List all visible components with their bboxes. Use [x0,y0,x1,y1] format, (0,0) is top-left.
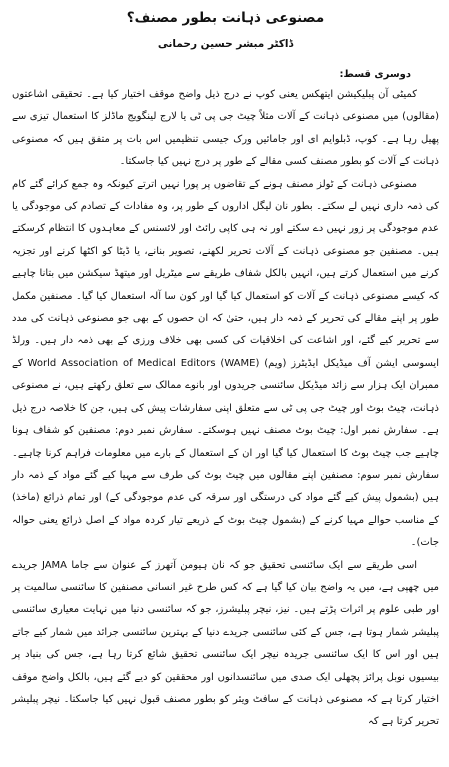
author-name: ڈاکٹر مبشر حسین رحمانی [157,38,294,50]
body-paragraph: کمیٹی آن پبلیکیشن ایتھکس یعنی کوپ نے درج ذیل واضح موقف اختیار کیا ہے۔ تحقیقی اشاعتوں (مقالوں) میں مصنوعی ذہانت کے آلات مثلاً چیٹ جی پی ٹی یا لارج لینگویج ماڈلز کا استعمال تیزی سے پھیل رہا ہے۔ کوپ، ڈبلوایم ای اور جامائیں ورک جیسی تنظیمیں اس بات پر متفق ہیں کہ مصنوعی ذہانت کے آلات کو بطور مصنف کسی مقالے کے طور پر درج نہیں کیا جاسکتا۔ [12,89,439,168]
installment-label: دوسری قسط: [339,69,411,80]
article-title: مصنوعی ذہانت بطور مصنف؟ [126,10,325,26]
body-paragraph: اسی طریقے سے ایک سائنسی تحقیق جو کہ نان ہیومن آتھرز کے عنوان سے جاما JAMA جریدے میں چھپی ہے، میں یہ واضح بیان کیا گیا ہے کہ کس طرح غیر انسانی مصنفین کا سائنسی سالمیت پر اور طبی علوم پر اثرات پڑتے ہیں۔ نیز، نیچر پبلیشرز، جو کہ سائنسی دنیا میں نہایت معیاری سائنسی پبلیشر شمار ہوتا ہے، جس کے کئی سائنسی جریدے دنیا کے بہترین سائنسی جرائد میں شمار کیے جاتے ہیں اور اس کا ایک سائنسی جریدہ نیچر ایک سائنسی تحقیق شائع کرتا رہا ہے، جس کی بنیاد پر بیسیوں نوبل پرائز پچھلی ایک صدی میں سائنسدانوں اور محققین کو دیے گئے ہیں، بالکل واضح موقف اختیار کرتا ہے کہ مصنوعی ذہانت کے سافٹ ویئر کو بطور مصنف قبول نہیں کیا جاسکتا۔ نیچر پبلیشر تحریر کرتا ہے کہ [12,559,439,728]
body-paragraph: مصنوعی ذہانت کے ٹولز مصنف ہونے کے تقاضوں پر پورا نہیں اترتے کیونکہ وہ جمع کرائے گئے کام کی ذمہ داری نہیں لے سکتے۔ بطور نان لیگل اداروں کے طور پر، وہ مفادات کے تصادم کی موجودگی یا عدم موجودگی پر زور نہیں دے سکتے اور نہ ہی کاپی رائٹ اور لائسنس کے معاہدوں کا انتظام کرسکتے ہیں۔ مصنفین جو مصنوعی ذہانت کے آلات تحریر لکھنے، تصویر بنانے، یا ڈیٹا کو اکٹھا کرنے اور تجزیہ کرنے میں استعمال کرتے ہیں، انہیں بالکل شفاف طریقے سے میٹریل اور میتھڈ سیکشن میں بتانا چاہیے کہ کیسے مصنوعی ذہانت کے آلات کو استعمال کیا گیا اور کون سا آلہ استعمال کیا گیا۔ مصنفین مکمل طور پر اپنے مقالے کی تحریر کے ذمہ دار ہیں، حتیٰ کہ ان حصوں کے بھی جو مصنوعی ذہانت کی مدد سے تحریر کیے گئے، اور اشاعت کی اخلاقیات کی کسی بھی خلاف ورزی کے بھی ذمہ دار ہیں۔ ورلڈ ایسوسی ایشن آف میڈیکل ایڈیٹرز (ویم) World Association of Medical Editors (WAME) کے ممبران ایک ہزار سے زائد میڈیکل سائنسی جریدوں اور بانوے ممالک سے تعلق رکھتے ہیں، نے مصنوعی ذہانت، چیٹ بوٹ اور چیٹ جی پی ٹی سے متعلق اپنی سفارشات پیش کی ہیں، جن کا خلاصہ درج ذیل ہے۔ سفارش نمبر اول: چیٹ بوٹ مصنف نہیں ہوسکتے۔ سفارش نمبر دوم: مصنفین کو شفاف ہونا چاہیے جب چیٹ بوٹ کا استعمال کیا گیا اور ان کے استعمال کے بارے میں معلومات فراہم کرنا چاہیے۔ سفارش نمبر سوم: مصنفین اپنے مقالوں میں چیٹ بوٹ کی طرف سے مہیا کیے گئے مواد کے ذمہ دار ہیں (بشمول پیش کیے گئے مواد کی درستگی اور سرقہ کی عدم موجودگی کے) اور تمام ذرائع (ماخذ) کے مناسب حوالے مہیا کرنے کے (بشمول چیٹ بوٹ کے ذریعے تیار کردہ مواد کے اصل ذرائع یعنی حوالہ جات)۔ [12,178,439,549]
